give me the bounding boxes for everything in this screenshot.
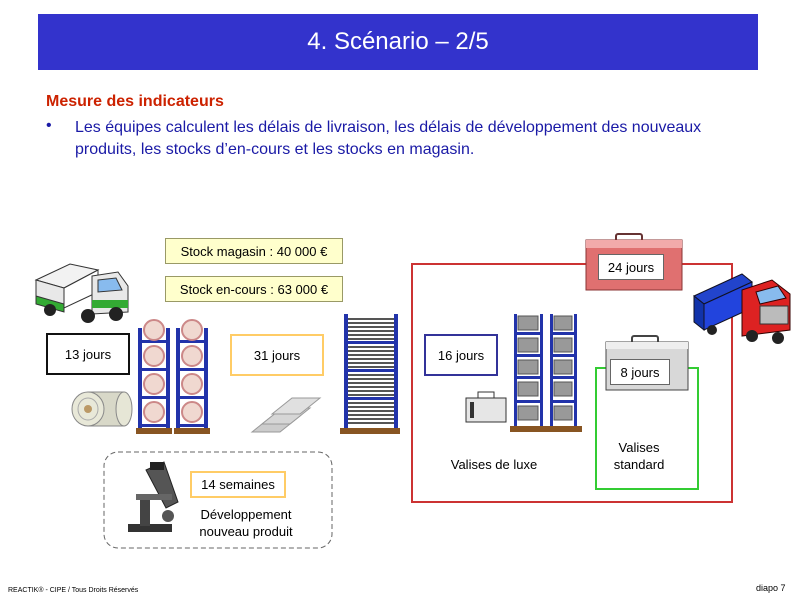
duration-31-jours: 31 jours	[230, 334, 324, 376]
section-heading: Mesure des indicateurs	[46, 93, 224, 110]
caption-nouveau-produit: nouveau produit	[199, 524, 293, 539]
suitcase-rack-icon-2	[546, 314, 582, 432]
material-roll-icon	[72, 392, 132, 426]
bullet-text: Les équipes calculent les délais de livraison, les délais de développement des nouveaux produits, les stocks d’en-cours et les stocks en magasin.	[75, 119, 702, 158]
footer-copyright: REACTIK® - CIPE / Tous Droits Réservés	[8, 587, 139, 594]
duration-13-jours: 13 jours	[46, 333, 130, 375]
caption-valises-luxe: Valises de luxe	[450, 457, 538, 472]
sheets-icon	[252, 398, 320, 432]
small-suitcase-icon	[466, 392, 506, 422]
stock-en-cours-label: Stock en-cours : 63 000 €	[165, 276, 343, 302]
stock-magasin-label: Stock magasin : 40 000 €	[165, 238, 343, 264]
slide-title: 4. Scénario – 2/5	[307, 28, 489, 55]
roll-rack-icon-1	[136, 320, 172, 434]
red-truck-icon	[694, 274, 790, 344]
duration-16-jours: 16 jours	[424, 334, 498, 376]
caption-valises-standard-1: Valises	[618, 440, 660, 455]
duration-8-jours: 8 jours	[610, 359, 670, 385]
caption-valises-standard-2: standard	[613, 457, 665, 472]
green-truck-icon	[36, 264, 128, 323]
caption-developpement: Développement	[200, 507, 292, 522]
sheet-stack-rack-icon	[340, 314, 400, 434]
bullet-marker: •	[46, 117, 52, 134]
roll-rack-icon-2	[174, 320, 210, 434]
microscope-icon	[128, 462, 178, 532]
duration-24-jours: 24 jours	[598, 254, 664, 280]
suitcase-rack-icon-1	[510, 314, 546, 432]
duration-14-semaines: 14 semaines	[190, 471, 286, 498]
slide-number: diapo 7	[756, 583, 786, 593]
